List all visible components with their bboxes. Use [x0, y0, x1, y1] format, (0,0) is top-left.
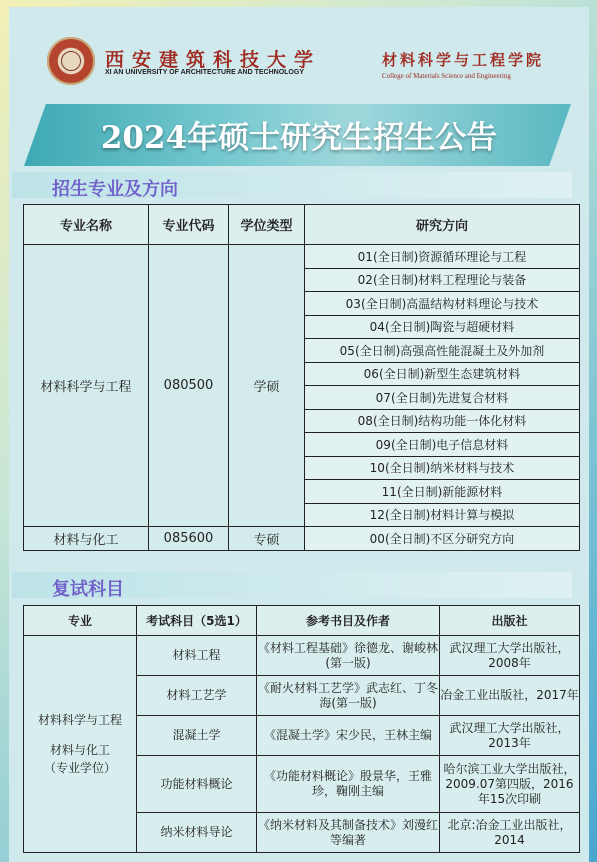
publisher: 武汉理工大学出版社，2008年: [440, 636, 580, 676]
header-cell: 研究方向: [305, 205, 580, 245]
major-line: 材料科学与工程: [37, 713, 122, 727]
research-direction: 05(全日制)高强高性能混凝土及外加剂: [305, 339, 580, 363]
research-direction: 09(全日制)电子信息材料: [305, 433, 580, 457]
research-direction: 00(全日制)不区分研究方向: [305, 527, 580, 551]
publisher: 冶金工业出版社，2017年: [440, 676, 580, 716]
research-direction: 03(全日制)高温结构材料理论与技术: [305, 292, 580, 316]
research-direction: 06(全日制)新型生态建筑材料: [305, 362, 580, 386]
reference-book: 《纳米材料及其制备技术》刘漫红等编著: [257, 813, 440, 853]
reference-book: 《耐火材料工艺学》武志红、丁冬海(第一版): [257, 676, 440, 716]
publisher: 武汉理工大学出版社，2013年: [440, 716, 580, 756]
section-heading-programs: 招生专业及方向: [12, 172, 572, 198]
college-name-en: College of Materials Science and Engineering: [382, 72, 511, 80]
major-cell: [24, 636, 137, 853]
table-row: [24, 636, 580, 676]
university-seal-icon: [47, 37, 95, 85]
header-cell: 专业: [24, 606, 137, 636]
research-direction: 07(全日制)先进复合材料: [305, 386, 580, 410]
exam-subject: 材料工艺学: [137, 676, 257, 716]
header-cell: 专业代码: [149, 205, 229, 245]
program-code: 085600: [149, 527, 229, 551]
header-cell: 出版社: [440, 606, 580, 636]
reference-book: 《材料工程基础》徐德龙、谢峻林(第一版): [257, 636, 440, 676]
research-direction: 08(全日制)结构功能一体化材料: [305, 409, 580, 433]
header-cell: 参考书目及作者: [257, 606, 440, 636]
programs-table: [23, 204, 580, 551]
degree-type: 专硕: [229, 527, 305, 551]
header: [9, 7, 589, 107]
header-cell: 专业名称: [24, 205, 149, 245]
table-header-row: [24, 606, 580, 636]
page-title: 2024年硕士研究生招生公告: [100, 120, 498, 156]
university-name-en: XI AN UNIVERSITY OF ARCHITECTURE AND TECHNOLOGY: [105, 69, 304, 76]
research-direction: 04(全日制)陶瓷与超硬材料: [305, 315, 580, 339]
reference-book: 《混凝土学》宋少民，王林主编: [257, 716, 440, 756]
major-line: （专业学位）: [43, 761, 116, 775]
research-direction: 01(全日制)资源循环理论与工程: [305, 245, 580, 269]
major-line: 材料与化工: [49, 743, 110, 757]
program-code: 080500: [149, 245, 229, 527]
exam-subject: 混凝土学: [137, 716, 257, 756]
exam-subject: 纳米材料导论: [137, 813, 257, 853]
header-cell: 学位类型: [229, 205, 305, 245]
research-direction: 12(全日制)材料计算与模拟: [305, 503, 580, 527]
program-name: 材料与化工: [24, 527, 149, 551]
exam-subject: 功能材料概论: [137, 756, 257, 813]
degree-type: 学硕: [229, 245, 305, 527]
reference-book: 《功能材料概论》殷景华，王雅珍，鞠刚主编: [257, 756, 440, 813]
publisher: 北京:冶金工业出版社，2014: [440, 813, 580, 853]
exam-subject: 材料工程: [137, 636, 257, 676]
research-direction: 11(全日制)新能源材料: [305, 480, 580, 504]
college-name-cn: 材料科学与工程学院: [382, 51, 545, 69]
research-direction: 10(全日制)纳米材料与技术: [305, 456, 580, 480]
table-row: [24, 527, 580, 551]
table-header-row: [24, 205, 580, 245]
publisher: 哈尔滨工业大学出版社，2009.07第四版，2016年15次印刷: [440, 756, 580, 813]
program-name: 材料科学与工程: [24, 245, 149, 527]
university-name-cn: 西安建筑科技大学: [105, 49, 322, 71]
retest-subjects-table: [23, 605, 580, 853]
research-direction: 02(全日制)材料工程理论与装备: [305, 268, 580, 292]
announcement-poster: [9, 7, 589, 862]
section-heading-retest: 复试科目: [12, 572, 572, 598]
table-row: [24, 245, 580, 269]
header-cell: 考试科目（5选1）: [137, 606, 257, 636]
